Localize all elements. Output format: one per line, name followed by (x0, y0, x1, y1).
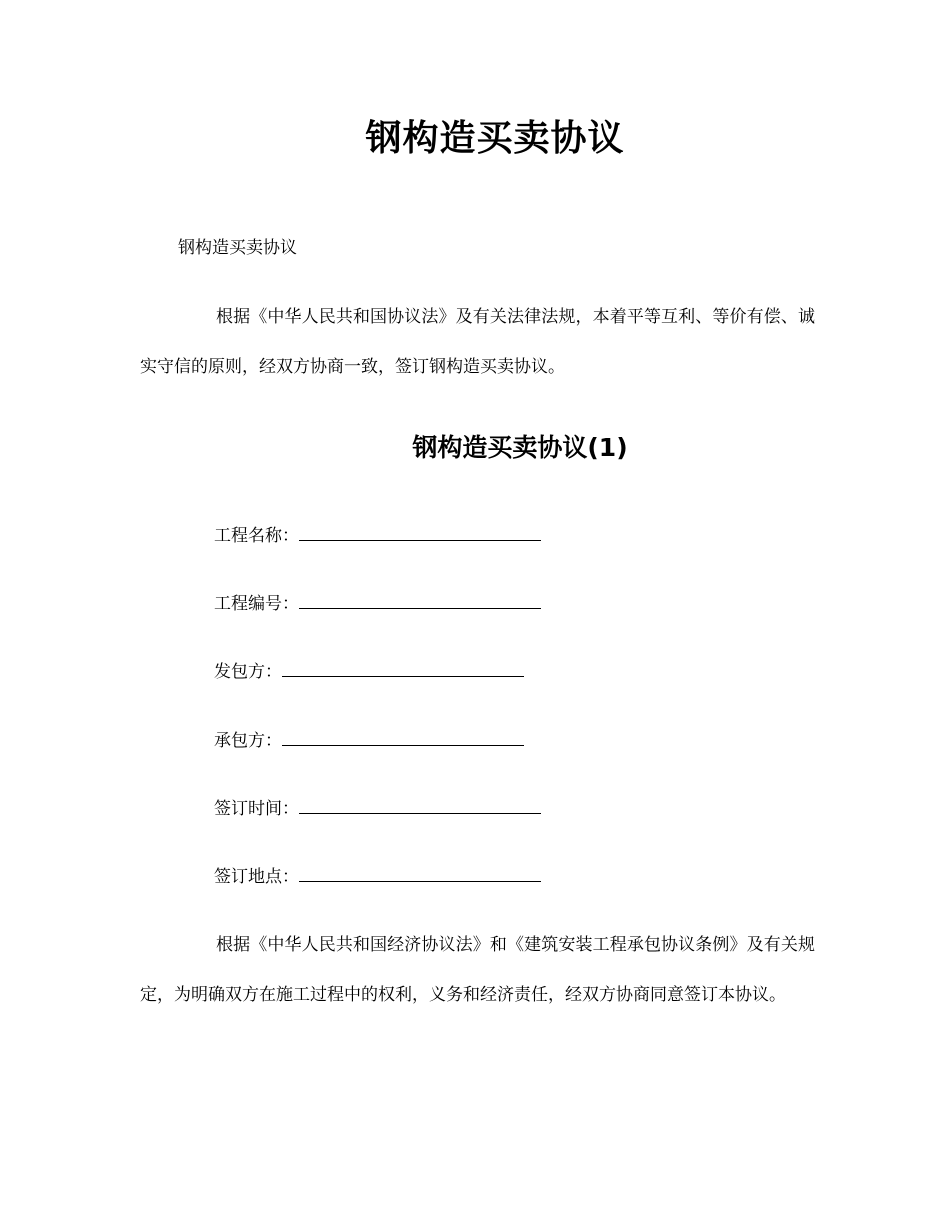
field-signing-date (214, 798, 541, 820)
field-label: 工程名称： (214, 526, 299, 546)
field-signing-place (214, 866, 541, 888)
field-project-name (214, 525, 541, 547)
fill-in-blank[interactable] (299, 867, 541, 882)
field-label: 承包方： (214, 731, 282, 751)
field-project-number (214, 593, 541, 615)
document-title: 钢构造买卖协议 (365, 118, 625, 159)
closing-paragraph: 根据《中华人民共和国经济协议法》和《建筑安装工程承包协议条例》及有关规定，为明确双方在施工过程中的权利，义务和经济责任，经双方协商同意签订本协议。 (140, 935, 815, 1005)
field-label: 工程编号： (214, 594, 299, 614)
preamble-paragraph: 根据《中华人民共和国协议法》及有关法律法规，本着平等互利、等价有偿、诚实守信的原则，经双方协商一致，签订钢构造买卖协议。 (140, 307, 815, 377)
fill-in-blank[interactable] (299, 594, 541, 609)
fill-in-blank[interactable] (282, 662, 524, 677)
field-label: 签订时间： (214, 799, 299, 819)
field-employer (214, 661, 524, 683)
fill-in-blank[interactable] (282, 731, 524, 746)
fill-in-blank[interactable] (299, 526, 541, 541)
intro-label: 钢构造买卖协议 (178, 238, 297, 258)
section-heading: 钢构造买卖协议(1) (412, 433, 628, 462)
field-contractor (214, 730, 524, 752)
field-label: 签订地点： (214, 867, 299, 887)
field-label: 发包方： (214, 662, 282, 682)
fill-in-blank[interactable] (299, 799, 541, 814)
